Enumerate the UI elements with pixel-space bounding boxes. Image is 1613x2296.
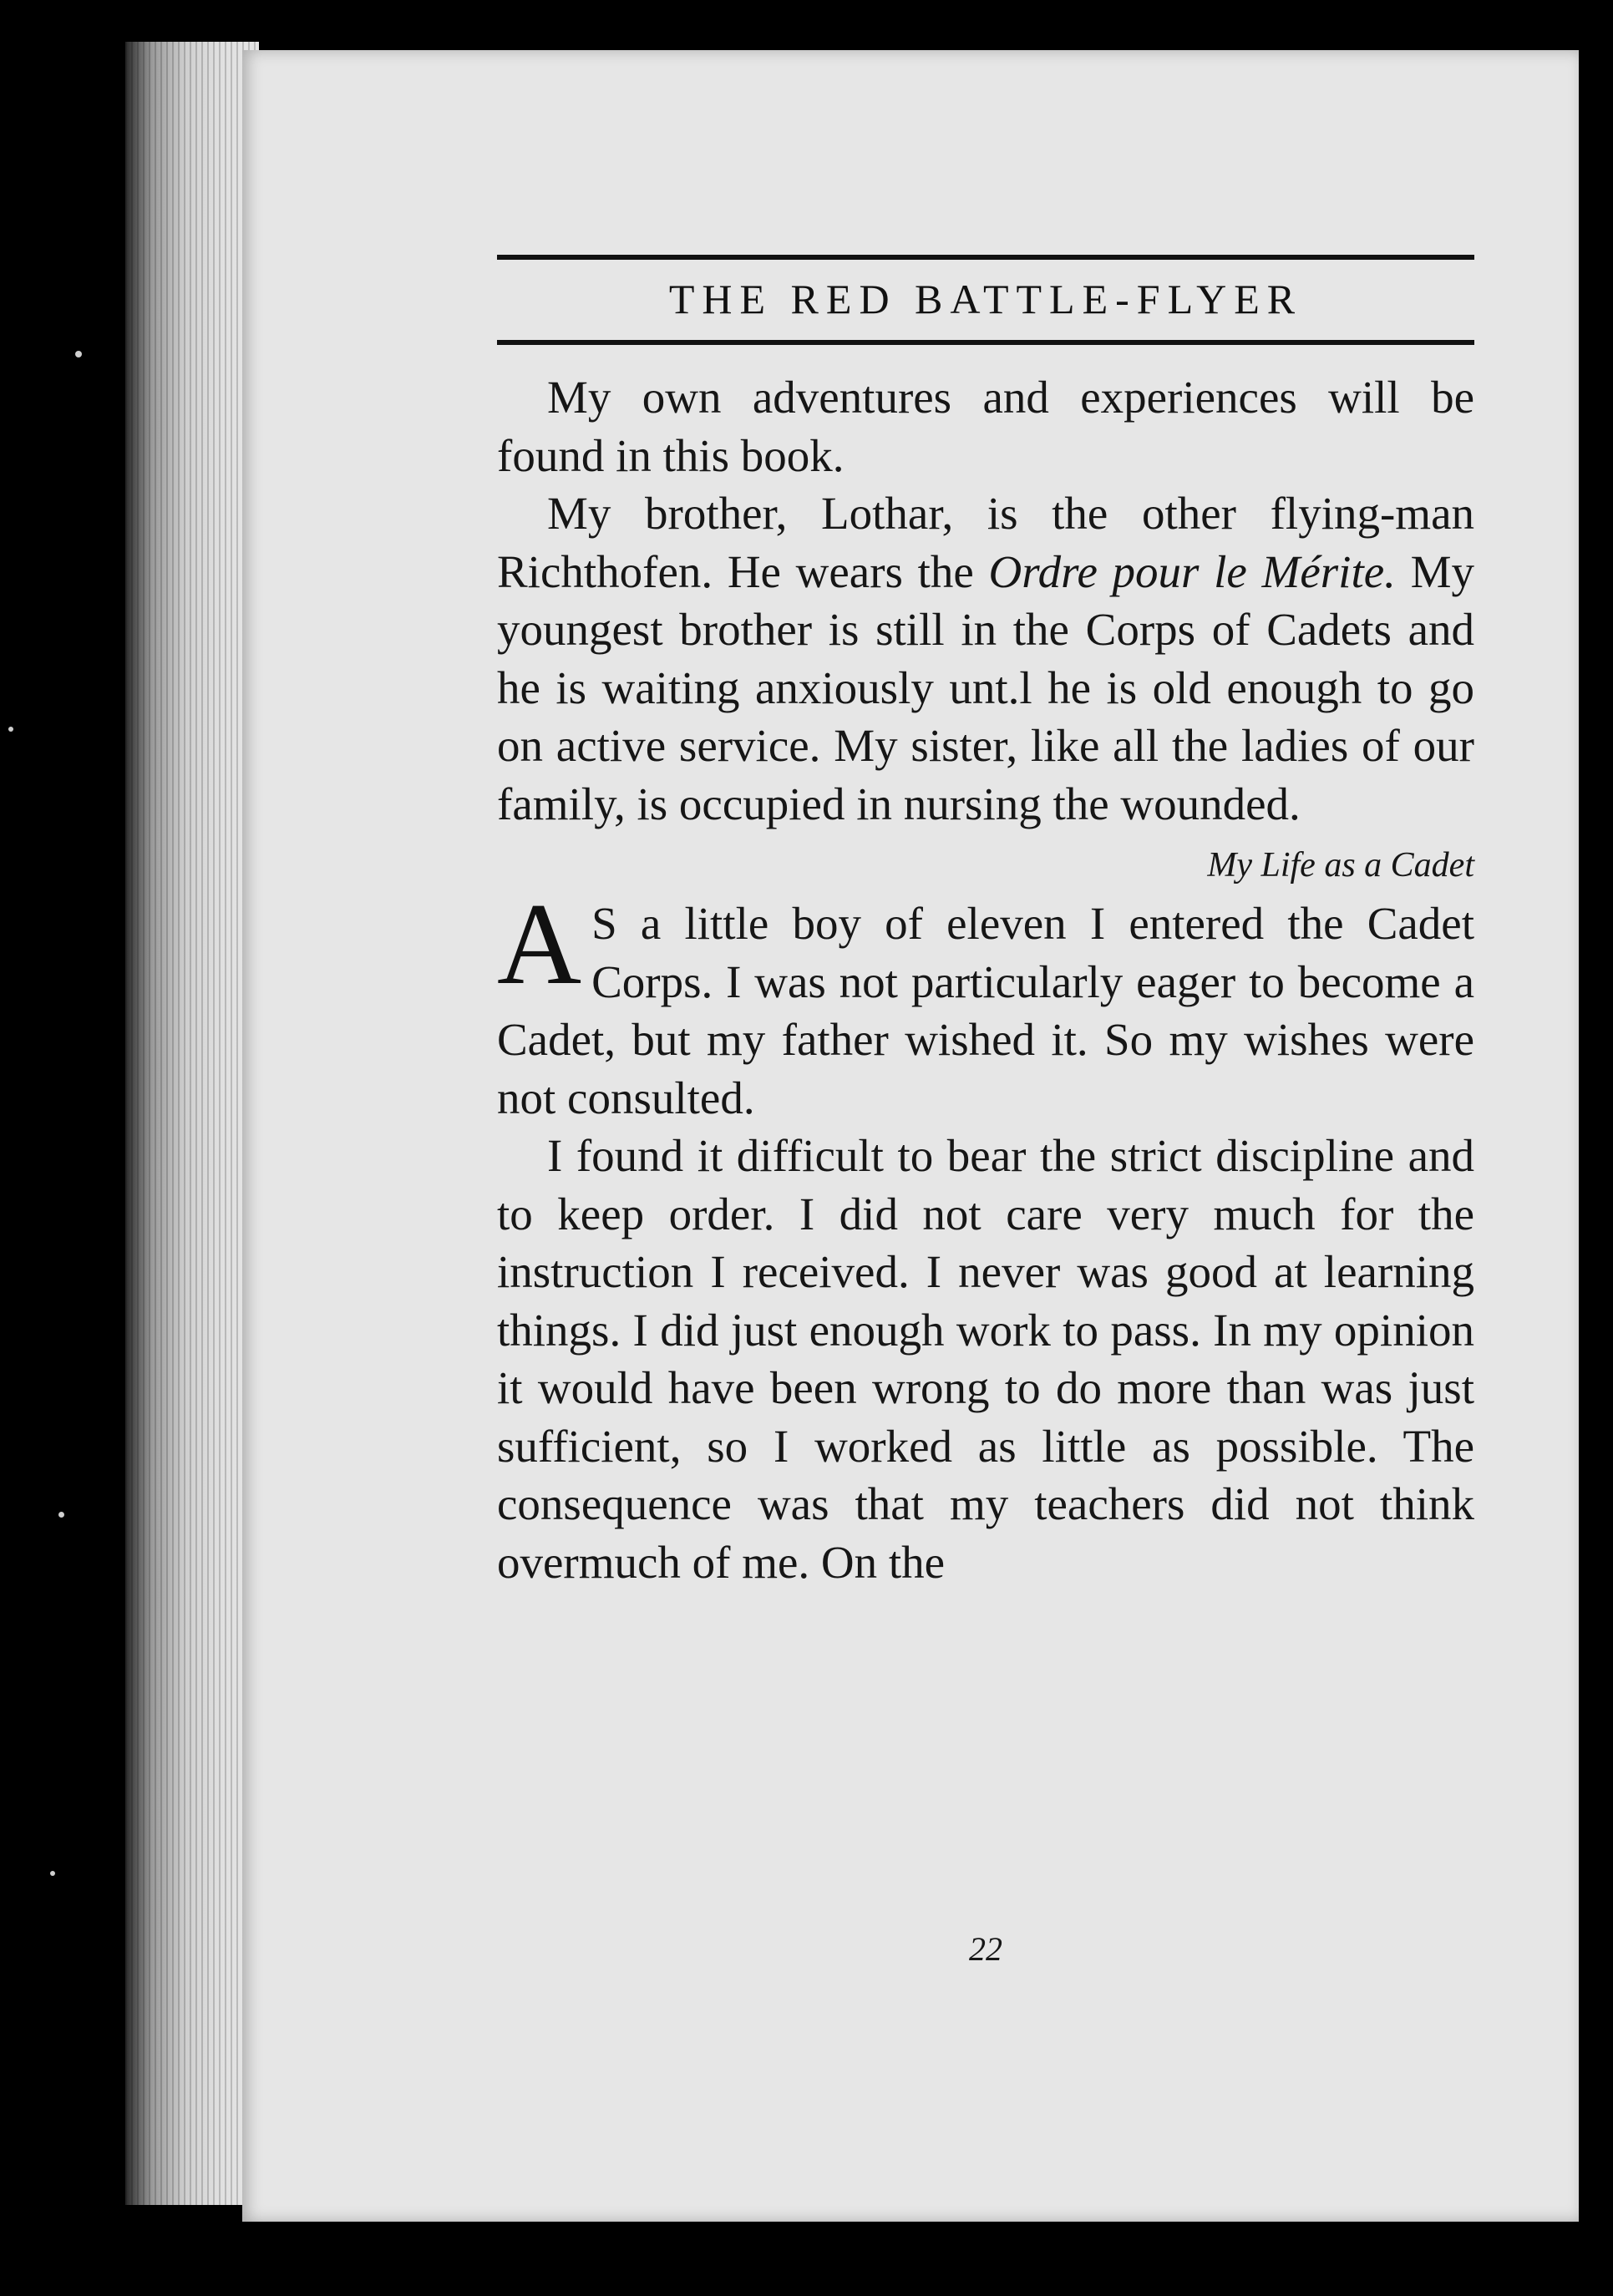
page-number: 22 — [969, 1930, 1002, 1968]
paragraph-1: My own adventures and experiences will be found in this book. — [497, 372, 1474, 481]
book-page — [242, 50, 1579, 2222]
section-heading: My Life as a Cadet — [1207, 846, 1474, 884]
page-content — [497, 255, 1474, 1968]
paragraph-4: I found it difficult to bear the strict discipline and to keep order. I did not care very much for the instruction I received. I never was good at learning things. I did just enough work to pass. In my opinion it would have been wrong to do more than was just sufficient, so I worked as little as possible. The consequence was that my teachers did not think overmuch of me. On the — [497, 1130, 1474, 1588]
book-page-edge — [125, 42, 259, 2205]
film-speck — [50, 1871, 55, 1876]
paragraph-3-text: S a little boy of eleven I entered the Cadet Corps. I was not particularly eager to become a Cadet, but my father wished it. So my wishes were not consulted. — [497, 898, 1474, 1123]
film-speck — [8, 727, 13, 732]
drop-cap: A — [497, 879, 582, 1009]
film-speck — [75, 351, 82, 357]
header-bottom-rule — [497, 340, 1474, 345]
film-speck — [58, 1512, 64, 1518]
paragraph-2-start: My brother, Lothar, is the other flying-man Richthofen. He wears the — [497, 488, 1474, 597]
paragraph-2-italic: Ordre pour le Mérite. — [988, 545, 1396, 597]
running-header: THE RED BATTLE-FLYER — [668, 276, 1303, 322]
paragraph-2 — [497, 484, 1474, 833]
paragraph-2-end: My youngest brother is still in the Corps of Cadets and he is waiting anxiously unt.l he is old enough to go on active service. My sister, like all the ladies of our family, is occupied in nursing the wounded. — [497, 545, 1474, 829]
paragraph-3 — [497, 879, 1474, 1127]
